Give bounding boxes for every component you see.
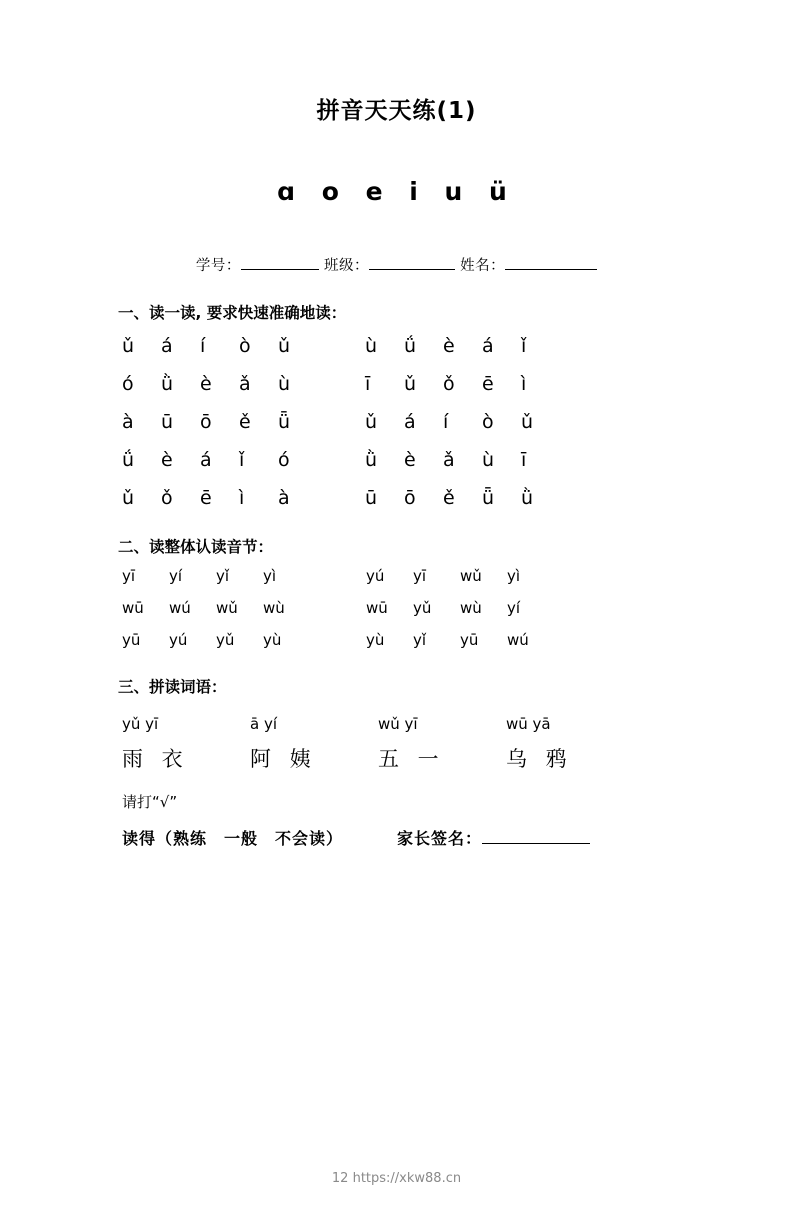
syllable: ě	[239, 411, 251, 433]
syllable: à	[122, 411, 134, 433]
syllable: ǔ	[122, 335, 135, 357]
syllable: yì	[507, 567, 521, 585]
page-title: 拼音天天练(1)	[316, 98, 477, 124]
syllable: yǔ	[216, 631, 235, 649]
syllable: yū	[460, 631, 479, 649]
row-group-left	[122, 449, 317, 471]
table-row	[60, 449, 733, 471]
section-heading-2: 二、读整体认读音节：	[118, 538, 274, 556]
syllable: è	[443, 335, 455, 357]
syllable: ǔ	[404, 373, 417, 395]
syllable: yú	[366, 567, 385, 585]
section-2-rows	[60, 567, 733, 649]
word-hanzi: 乌 鸦	[506, 747, 573, 771]
syllable: yǐ	[413, 631, 427, 649]
watermark: 12 https://xkw88.cn	[331, 1171, 462, 1186]
syllable: ǔ	[122, 487, 135, 509]
syllable: í	[200, 335, 206, 357]
syllable: ǖ	[482, 487, 495, 509]
row-group-left	[122, 631, 310, 649]
syllable: wǔ	[216, 599, 238, 617]
syllable: wū	[366, 599, 388, 617]
footer-evaluation-row	[60, 826, 733, 849]
class-label: 班级：	[324, 258, 369, 274]
syllable: wù	[460, 599, 482, 617]
word-hanzi: 阿 姨	[250, 747, 317, 771]
syllable: yú	[169, 631, 188, 649]
syllable: ù	[365, 335, 378, 357]
row-group-right	[365, 411, 560, 433]
worksheet-page	[0, 92, 793, 1214]
syllable: ē	[482, 373, 494, 395]
syllable: è	[161, 449, 173, 471]
class-blank[interactable]	[369, 269, 455, 270]
syllable: ǐ	[239, 449, 245, 471]
syllable: ǜ	[521, 487, 534, 509]
syllable: ǎ	[239, 373, 251, 395]
syllable: ǔ	[365, 411, 378, 433]
syllable: á	[200, 449, 212, 471]
syllable: á	[482, 335, 494, 357]
syllable: ù	[482, 449, 495, 471]
syllable: yū	[122, 631, 141, 649]
vowel-header: ɑ o e i u ü	[277, 177, 516, 206]
evaluation-options[interactable]: 读得（熟练 一般 不会读）	[122, 829, 344, 848]
row-group-left	[122, 411, 317, 433]
syllable: ū	[365, 487, 378, 509]
syllable: í	[443, 411, 449, 433]
row-group-right	[366, 599, 554, 617]
parent-signature-blank[interactable]	[482, 843, 590, 844]
syllable: ě	[443, 487, 455, 509]
syllable: wú	[169, 599, 191, 617]
word-pinyin: ā yí	[250, 715, 278, 733]
row-group-left	[122, 487, 317, 509]
syllable: wú	[507, 631, 529, 649]
row-group-left	[122, 373, 317, 395]
syllable: ī	[365, 373, 371, 395]
syllable: yí	[169, 567, 183, 585]
name-label: 姓名：	[460, 258, 506, 274]
row-group-right	[366, 631, 554, 649]
parent-signature-label: 家长签名：	[397, 829, 483, 848]
syllable: ò	[239, 335, 251, 357]
student-no-label: 学号：	[195, 258, 241, 274]
syllable: ù	[278, 373, 291, 395]
syllable: yǔ	[413, 599, 432, 617]
table-row	[60, 373, 733, 395]
section-1-rows	[60, 335, 733, 509]
student-info-line	[60, 254, 733, 275]
section-heading-1: 一、读一读, 要求快速准确地读：	[118, 304, 347, 322]
table-row	[60, 631, 733, 649]
syllable: yí	[507, 599, 521, 617]
syllable: wǔ	[460, 567, 482, 585]
syllable: wū	[122, 599, 144, 617]
name-blank[interactable]	[505, 269, 597, 270]
syllable: ǔ	[521, 411, 534, 433]
table-row	[60, 567, 733, 585]
row-group-right	[366, 567, 554, 585]
row-group-left	[122, 335, 317, 357]
word-pinyin: wǔ yī	[378, 715, 418, 733]
syllable: yī	[122, 567, 136, 585]
word-hanzi-row	[60, 743, 733, 773]
syllable: ō	[200, 411, 212, 433]
syllable: yù	[366, 631, 385, 649]
syllable: à	[278, 487, 290, 509]
word-hanzi: 五 一	[378, 747, 445, 771]
row-group-left	[122, 567, 310, 585]
word-pinyin: yǔ yī	[122, 715, 159, 733]
syllable: è	[200, 373, 212, 395]
syllable: ò	[482, 411, 494, 433]
table-row	[60, 487, 733, 509]
word-pinyin-row	[60, 715, 733, 733]
syllable: ǖ	[278, 411, 291, 433]
syllable: yù	[263, 631, 282, 649]
syllable: ǒ	[161, 487, 173, 509]
syllable: ǜ	[365, 449, 378, 471]
syllable: è	[404, 449, 416, 471]
syllable: ǔ	[278, 335, 291, 357]
check-instruction: 请打“√”	[122, 793, 178, 811]
syllable: ī	[521, 449, 527, 471]
word-hanzi: 雨 衣	[122, 747, 189, 771]
syllable: yī	[413, 567, 427, 585]
syllable: ì	[521, 373, 527, 395]
syllable: ō	[404, 487, 416, 509]
syllable: ì	[239, 487, 245, 509]
table-row	[60, 411, 733, 433]
syllable: yǐ	[216, 567, 230, 585]
table-row	[60, 335, 733, 357]
syllable: ǒ	[443, 373, 455, 395]
row-group-right	[365, 373, 560, 395]
syllable: wù	[263, 599, 285, 617]
table-row	[60, 599, 733, 617]
syllable: ǜ	[161, 373, 174, 395]
row-group-right	[365, 449, 560, 471]
syllable: á	[404, 411, 416, 433]
syllable: ǎ	[443, 449, 455, 471]
row-group-right	[365, 487, 560, 509]
syllable: ū	[161, 411, 174, 433]
syllable: ó	[122, 373, 134, 395]
syllable: ó	[278, 449, 290, 471]
student-no-blank[interactable]	[241, 269, 319, 270]
syllable: ǘ	[404, 335, 417, 357]
word-pinyin: wū yā	[506, 715, 551, 733]
row-group-right	[365, 335, 560, 357]
syllable: ǘ	[122, 449, 135, 471]
syllable: yì	[263, 567, 277, 585]
row-group-left	[122, 599, 310, 617]
syllable: ē	[200, 487, 212, 509]
syllable: á	[161, 335, 173, 357]
syllable: ǐ	[521, 335, 527, 357]
section-heading-3: 三、拼读词语：	[118, 678, 227, 696]
